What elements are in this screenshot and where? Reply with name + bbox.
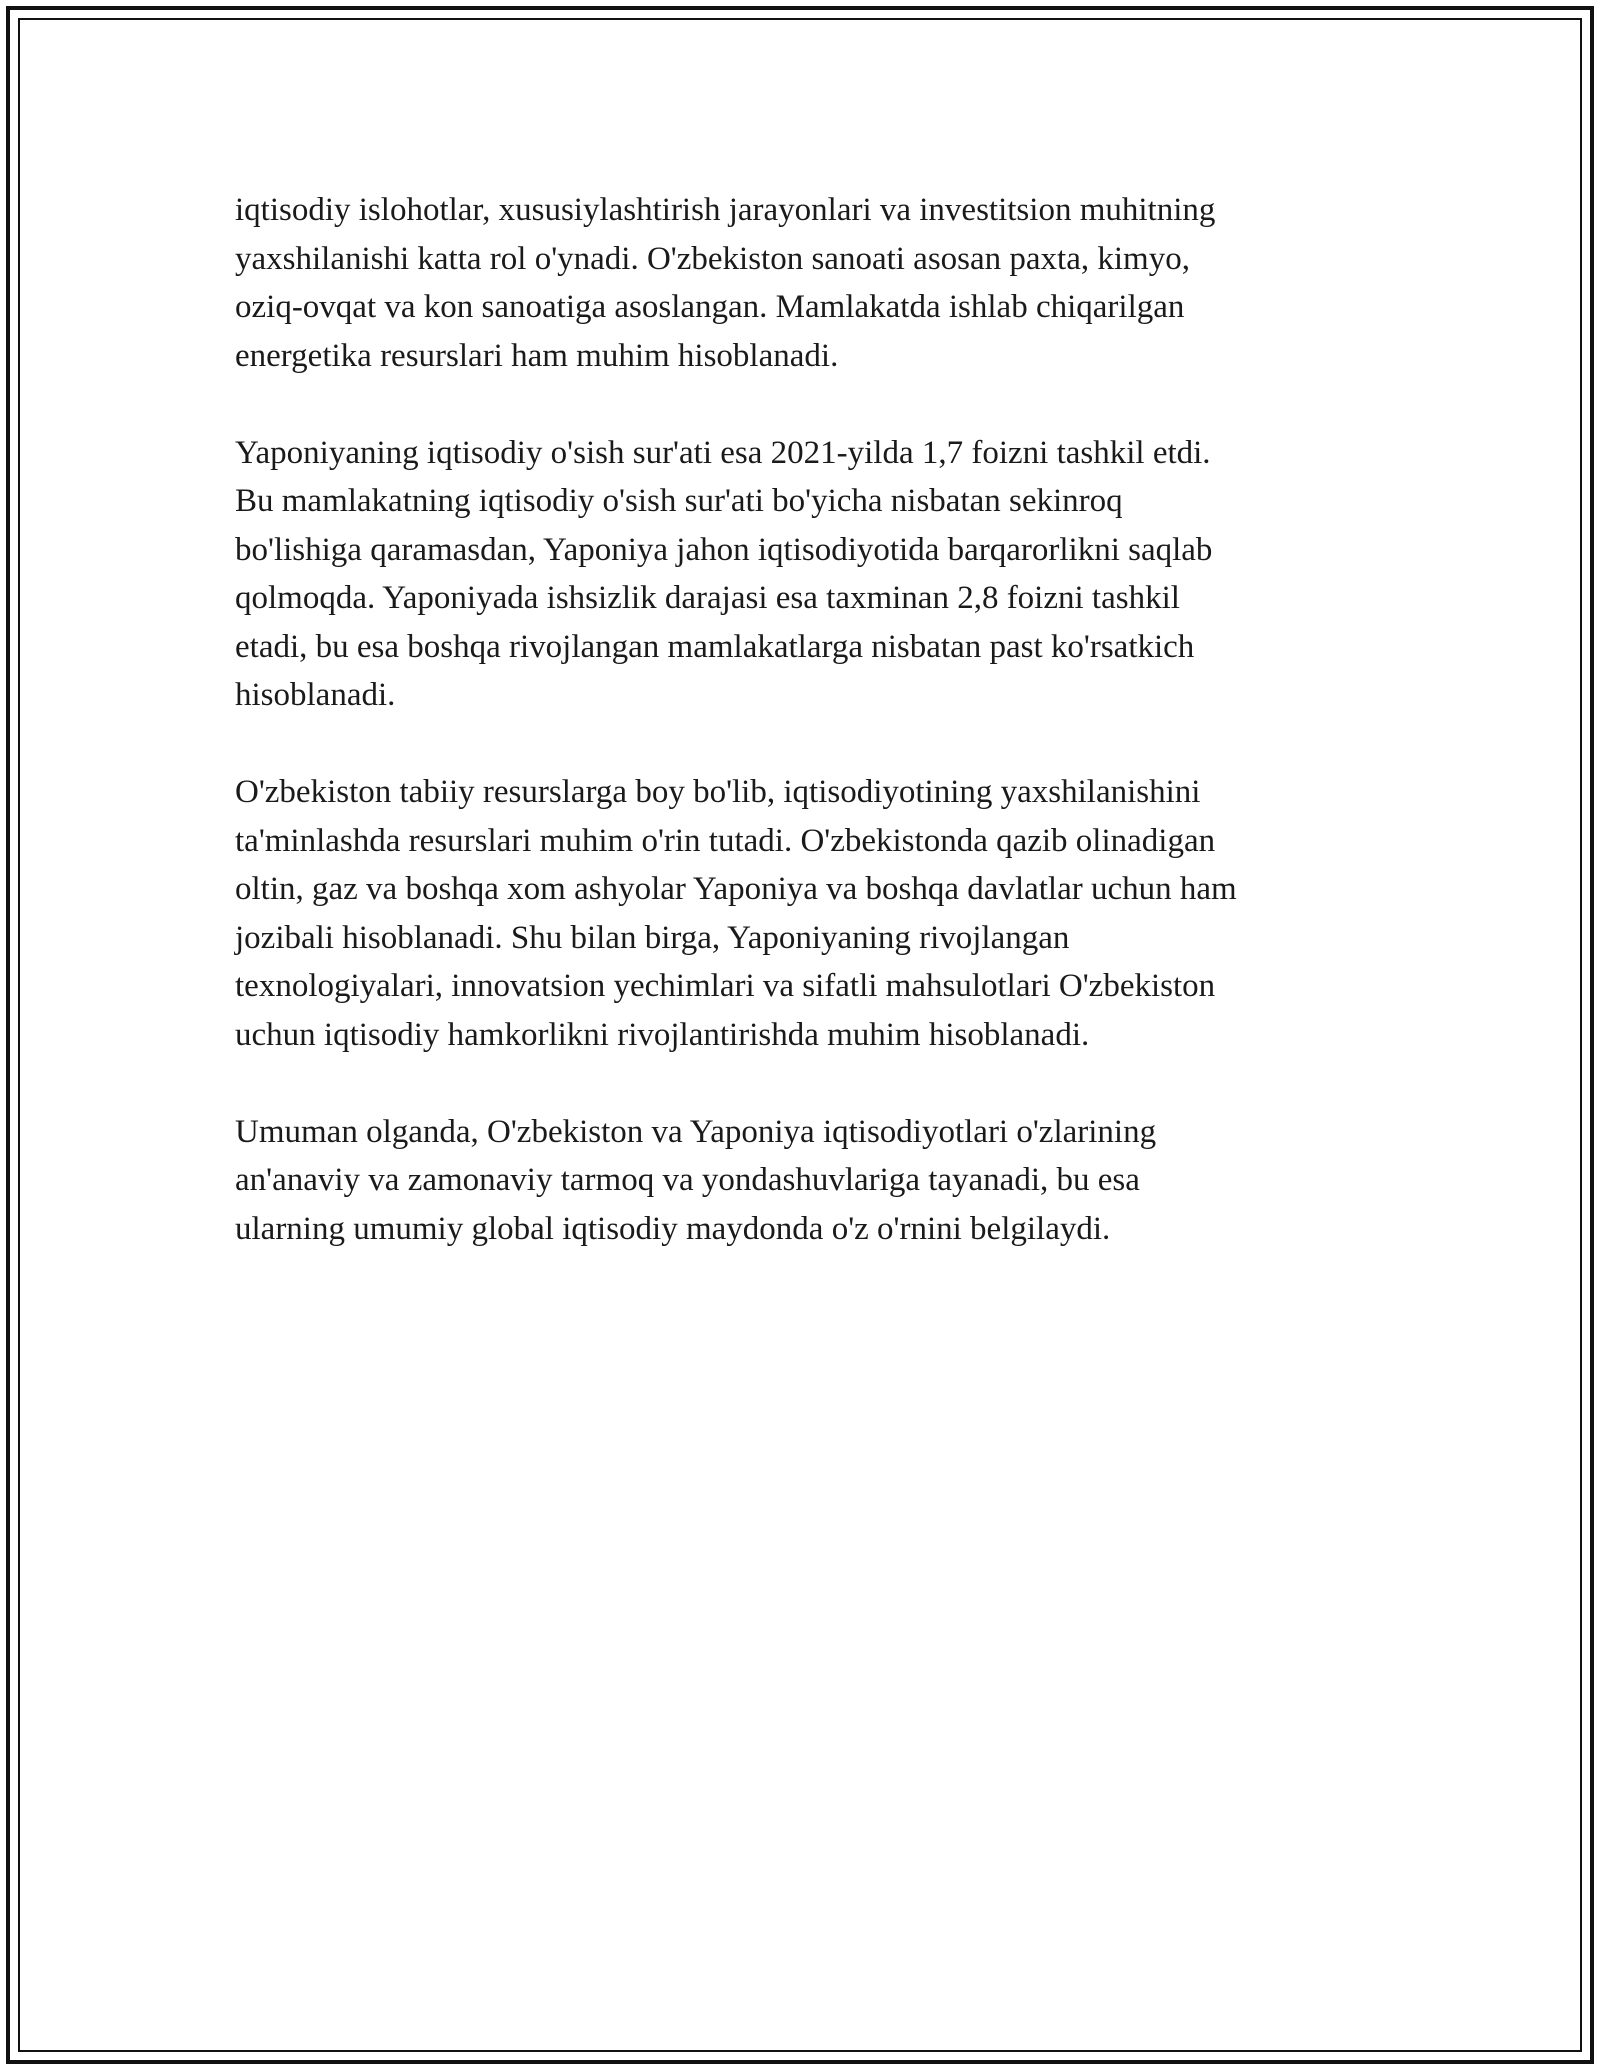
text-line: texnologiyalari, innovatsion yechimlari va sifatli mahsulotlari O'zbekiston (235, 968, 1216, 1004)
text-line: hisoblanadi. (235, 677, 396, 713)
paragraph-3 (235, 768, 1370, 1059)
paragraph-2 (235, 429, 1370, 720)
text-line: Yaponiyaning iqtisodiy o'sish sur'ati esa 2021-yilda 1,7 foizni tashkil etdi. (235, 434, 1211, 471)
text-line: ularning umumiy global iqtisodiy maydonda o'z o'rnini belgilaydi. (235, 1210, 1111, 1247)
text-line: iqtisodiy islohotlar, xususiylashtirish jarayonlari va investitsion muhitning (235, 192, 1216, 228)
document-body (235, 186, 1370, 1302)
paragraph-4 (235, 1108, 1370, 1254)
text-line: oltin, gaz va boshqa xom ashyolar Yaponiya va boshqa davlatlar uchun ham (235, 871, 1237, 907)
text-line: etadi, bu esa boshqa rivojlangan mamlakatlarga nisbatan past ko'rsatkich (235, 628, 1195, 665)
paragraph-1 (235, 186, 1370, 380)
text-line: oziq-ovqat va kon sanoatiga asoslangan. Mamlakatda ishlab chiqarilgan (235, 289, 1185, 325)
text-line: uchun iqtisodiy hamkorlikni rivojlantirishda muhim hisoblanadi. (235, 1016, 1090, 1053)
text-line: yaxshilanishi katta rol o'ynadi. O'zbekiston sanoati asosan paxta, kimyo, (235, 240, 1190, 277)
text-line: ta'minlashda resurslari muhim o'rin tutadi. O'zbekistonda qazib olinadigan (235, 822, 1216, 859)
text-line: qolmoqda. Yaponiyada ishsizlik darajasi esa taxminan 2,8 foizni tashkil (235, 580, 1180, 616)
text-line: bo'lishiga qaramasdan, Yaponiya jahon iqtisodiyotida barqarorlikni saqlab (235, 531, 1213, 568)
text-line: Umuman olganda, O'zbekiston va Yaponiya iqtisodiyotlari o'zlarining (235, 1113, 1157, 1150)
text-line: an'anaviy va zamonaviy tarmoq va yondashuvlariga tayanadi, bu esa (235, 1162, 1140, 1198)
text-line: jozibali hisoblanadi. Shu bilan birga, Yaponiyaning rivojlangan (235, 919, 1070, 956)
text-line: energetika resurslari ham muhim hisoblanadi. (235, 337, 839, 374)
text-line: Bu mamlakatning iqtisodiy o'sish sur'ati bo'yicha nisbatan sekinroq (235, 483, 1123, 519)
text-line: O'zbekiston tabiiy resurslarga boy bo'lib, iqtisodiyotining yaxshilanishini (235, 774, 1201, 810)
